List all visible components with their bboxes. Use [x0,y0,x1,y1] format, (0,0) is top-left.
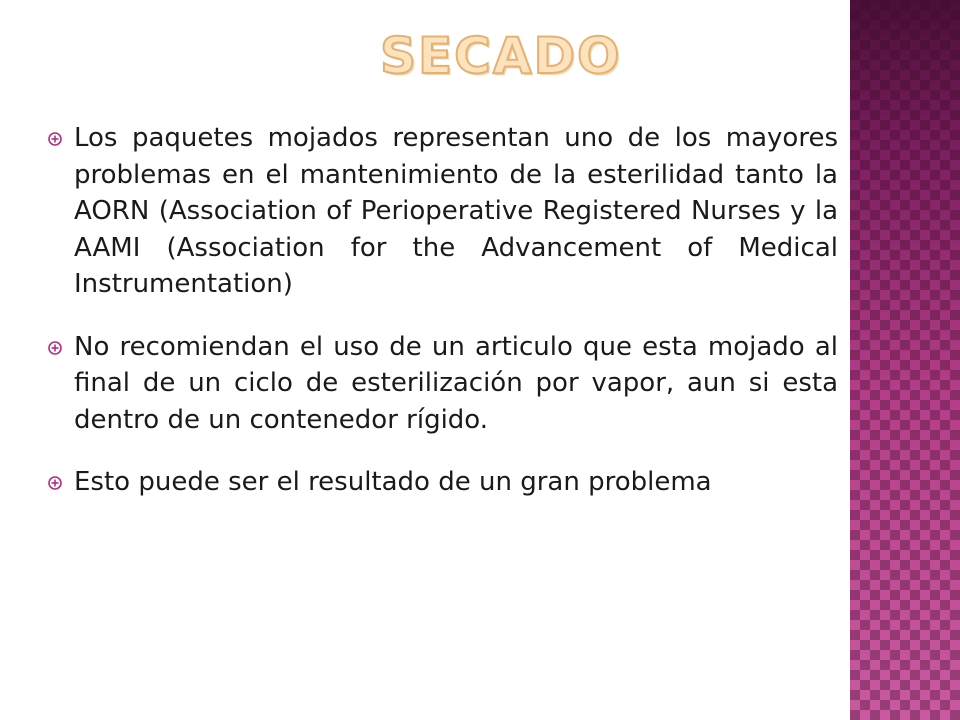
bullet-item [48,464,838,501]
bullet-text: No recomiendan el uso de un articulo que esta mojado al final de un ciclo de esterilización por vapor, aun si esta dentro de un contenedor rígido. [74,331,838,435]
circled-plus-icon [48,132,62,146]
bullet-list [48,120,838,527]
circled-plus-icon [48,476,62,490]
circled-plus-icon [48,341,62,355]
decorative-side-panel [850,0,960,720]
slide-title: SECADO [380,27,622,85]
bullet-item [48,329,838,439]
bullet-text: Esto puede ser el resultado de un gran problema [74,467,712,497]
bullet-item [48,120,838,303]
bullet-text: Los paquetes mojados representan uno de los mayores problemas en el mantenimiento de la esterilidad tanto la AORN (Association of Perioperative Registered Nurses y la AAMI (Association for the Advancement of Medical Instrumentation) [74,123,838,299]
